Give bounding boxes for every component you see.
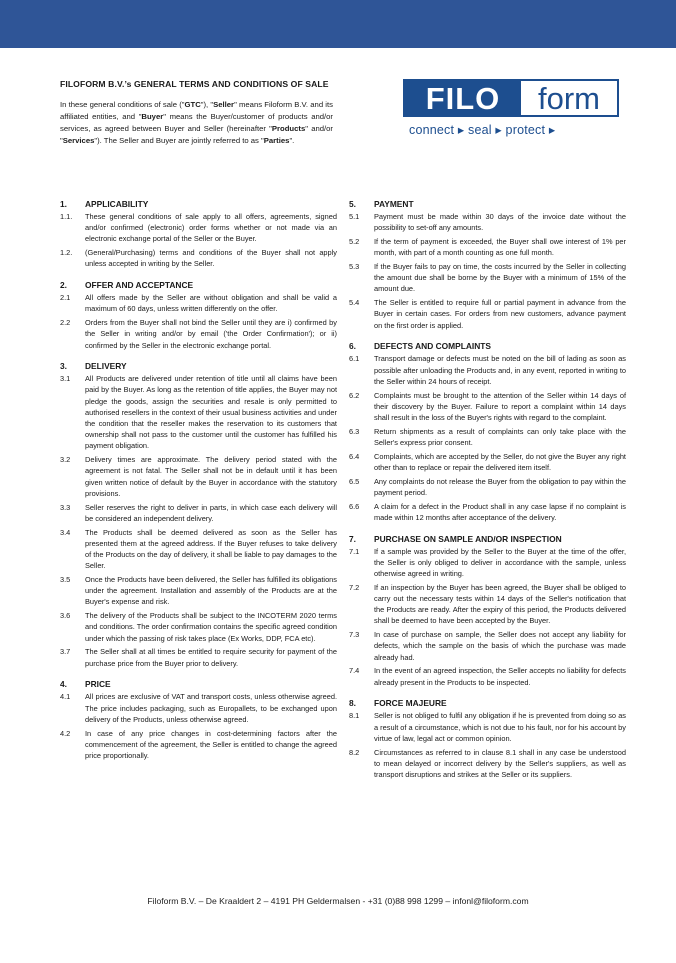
section-number: 8. — [349, 698, 356, 709]
intro-text: " and/or " — [60, 124, 333, 146]
section-heading — [60, 279, 337, 291]
section-title: DEFECTS AND COMPLAINTS — [374, 341, 491, 352]
clause-text: Delivery times are approximate. The delivery period stated with the agreement is not fatal. The Seller shall not be in default until it has been given written notice of default by the Buyer in accordance with the statutory provisions. — [85, 455, 337, 498]
intro-paragraph — [60, 99, 333, 147]
clause-number: 7.3 — [349, 630, 360, 640]
clause-number: 3.3 — [60, 502, 71, 512]
clause-number: 1.2. — [60, 248, 73, 258]
clause — [349, 546, 626, 580]
intro-defined-term: Parties — [263, 136, 290, 146]
filoform-logo — [403, 79, 621, 139]
clause-text: Seller reserves the right to deliver in parts, in which case each delivery will be considered an independent delivery. — [85, 502, 337, 523]
intro-text: " means the Buyer/customer of products and/or services, as agreed between Buyer and Seller (hereinafter " — [60, 112, 333, 134]
clause-text: Seller is not obliged to fulfil any obligation if he is prevented from doing so as a result of a circumstance, which is not due to his fault, nor for his account by virtue of law, legal act or common opinion. — [374, 711, 626, 743]
section-number: 4. — [60, 679, 67, 690]
clause-number: 5.4 — [349, 298, 360, 308]
clause-text: All Products are delivered under retention of title until all claims have been paid by the Buyer. As long as the retention of title applies, the Buyer may not pledge the goods, assign the securities and resale is only permitted to authorised resellers in the context of their usual business activities and under the condition that the reseller makes the reservation to its customers that ownership shall not pass to the customer until the customer has fulfilled his payment obligation. — [85, 374, 337, 451]
clause — [349, 665, 626, 687]
clause-number: 5.3 — [349, 262, 360, 271]
clause-number: 3.2 — [60, 455, 71, 465]
section-number: 1. — [60, 199, 67, 209]
clause-number: 7.4 — [349, 666, 360, 676]
clause-number: 6.3 — [349, 426, 360, 436]
section-heading — [60, 678, 337, 690]
section-heading — [349, 198, 626, 210]
document-title: FILOFORM B.V.’s GENERAL TERMS AND CONDITIONS OF SALE — [60, 79, 329, 89]
clause-text: Return shipments as a result of complaints can only take place with the Seller's express prior consent. — [374, 426, 626, 447]
clause-number: 3.7 — [60, 647, 71, 657]
clause — [60, 373, 337, 451]
clause-text: In the event of an agreed inspection, the Seller accepts no liability for defects already present in the Products to be inspected. — [374, 666, 626, 687]
clause-number: 6.4 — [349, 451, 360, 461]
clause-number: 3.4 — [60, 527, 71, 537]
terms-section — [60, 678, 337, 761]
section-heading — [60, 360, 337, 372]
section-number: 6. — [349, 341, 356, 352]
intro-text: In these general conditions of sale (" — [60, 100, 185, 109]
clause-text: The Seller shall at all times be entitled to require security for payment of the purchase price from the Buyer prior to delivery. — [85, 647, 337, 668]
intro-defined-term: Products — [271, 124, 306, 134]
clause-number: 3.6 — [60, 611, 71, 621]
clause — [60, 527, 337, 572]
clause — [349, 501, 626, 523]
clause-text: Complaints must be brought to the attention of the Seller within 14 days of their discovery by the Buyer. Failure to report a complaint within 14 days shall result in the loss of the Buyer's rights with regard to the complaint. — [374, 390, 626, 422]
section-number: 3. — [60, 361, 67, 372]
clause — [349, 353, 626, 387]
clause-text: If the term of payment is exceeded, the Buyer shall owe interest of 1% per month, with part of a month counting as one full month. — [374, 237, 626, 258]
clause-text: The Products shall be deemed delivered as soon as the Seller has presented them at the agreed address. If the Buyer refuses to take delivery of the Products on the day of delivery, it shall be liable to pay damages to the Seller. — [85, 527, 337, 571]
clause — [349, 390, 626, 424]
clause — [60, 211, 337, 245]
terms-section — [349, 198, 626, 331]
section-title: APPLICABILITY — [85, 199, 149, 209]
clause-text: The Seller is entitled to require full or partial payment in advance from the Buyer in certain cases. For orders from new customers, advance payment on the first order is applied. — [374, 298, 626, 330]
clause-text: A claim for a defect in the Product shall in any case lapse if no complaint is made within 12 months after acceptance of the delivery. — [374, 501, 626, 522]
clause-number: 7.2 — [349, 582, 360, 592]
clause-number: 2.2 — [60, 318, 71, 328]
section-heading — [349, 697, 626, 709]
clause-text: All prices are exclusive of VAT and transport costs, unless otherwise agreed. The price includes packaging, such as Europallets, to be exchanged upon delivery of the Products, unless otherwise agreed. — [85, 692, 337, 724]
clause — [60, 728, 337, 762]
section-number: 7. — [349, 533, 356, 544]
intro-text: ". — [289, 136, 295, 146]
section-title: PRICE — [85, 679, 111, 690]
clause-number: 4.1 — [60, 692, 71, 702]
clause-text: (General/Purchasing) terms and conditions of the Buyer shall not apply unless accepted in writing by the Seller. — [85, 248, 337, 269]
terms-section — [60, 360, 337, 669]
clause — [60, 691, 337, 725]
clause — [60, 292, 337, 314]
footer-contact: Filoform B.V. – De Kraaldert 2 – 4191 PH Geldermalsen - +31 (0)88 998 1299 – infonl@filoform.com — [147, 896, 529, 906]
terms-section — [349, 533, 626, 688]
clause-text: If the Buyer fails to pay on time, the costs incurred by the Seller in collecting the amount due shall be borne by the Buyer with a minimum of 15% of the amount due. — [374, 262, 626, 294]
intro-defined-term: GTC — [184, 100, 201, 109]
clause — [349, 629, 626, 663]
clause-text: The delivery of the Products shall be subject to the INCOTERM 2020 terms and conditions. The order confirmation contains the specific agreed condition under which the passing of risk takes place (Ex Works, DDP, FCA etc). — [85, 611, 337, 643]
clause-text: Payment must be made within 30 days of the invoice date without the possibility to set-off any amounts. — [374, 212, 626, 233]
clause-text: These general conditions of sale apply to all offers, agreements, signed and/or confirmed (electronic) order forms whether or not made via an electronic exchange portal of the Seller or the Buyer. — [85, 212, 337, 244]
clause-text: Once the Products have been delivered, the Seller has fulfilled its obligations under the agreement. Installation and assembly of the Products are at the Buyer's expense and risk. — [85, 575, 337, 607]
clause-text: Circumstances as referred to in clause 8.1 shall in any case be understood to mean delayed or incorrect delivery by the Seller's suppliers, as well as transport disruptions and strikes at the Seller or its suppliers. — [374, 747, 626, 779]
terms-section — [60, 198, 337, 270]
intro-defined-term: Seller — [213, 100, 235, 109]
section-heading — [349, 533, 626, 545]
terms-section — [60, 279, 337, 351]
terms-column-right — [349, 198, 626, 790]
clause-number: 2.1 — [60, 293, 71, 303]
clause-number: 3.1 — [60, 374, 71, 384]
clause — [349, 211, 626, 233]
logo-form-text: form — [538, 81, 600, 116]
section-title: PAYMENT — [374, 199, 414, 209]
section-title: FORCE MAJEURE — [374, 698, 447, 709]
clause-number: 5.2 — [349, 237, 360, 246]
terms-section — [349, 340, 626, 523]
clause-text: In case of any price changes in cost-determining factors after the commencement of the agreement, the Seller is entitled to change the agreed price proportionally. — [85, 728, 337, 760]
clause — [349, 236, 626, 258]
clause — [60, 646, 337, 668]
section-title: OFFER AND ACCEPTANCE — [85, 280, 194, 291]
clause-number: 1.1. — [60, 212, 73, 221]
intro-text: " means Filoform B.V. and its affiliated entities, and " — [60, 100, 333, 122]
section-heading — [60, 198, 337, 210]
clause-text: Complaints, which are accepted by the Seller, do not give the Buyer any right other than to replace or repair the delivered item itself. — [374, 451, 626, 472]
clause — [349, 476, 626, 498]
clause — [349, 426, 626, 448]
section-title: PURCHASE ON SAMPLE AND/OR INSPECTION — [374, 533, 562, 544]
clause-text: In case of purchase on sample, the Seller does not accept any liability for defects, which the sample on the basis of which the purchase was made already had. — [374, 630, 626, 662]
clause — [60, 317, 337, 351]
clause-text: All offers made by the Seller are without obligation and shall be valid a maximum of 60 days, unless written differently on the offer. — [85, 293, 337, 314]
section-title: DELIVERY — [85, 361, 127, 372]
clause — [60, 502, 337, 524]
clause-number: 7.1 — [349, 546, 360, 556]
clause — [349, 297, 626, 331]
intro-text: "), " — [200, 100, 214, 109]
clause — [349, 261, 626, 295]
clause — [349, 451, 626, 473]
clause — [60, 610, 337, 644]
clause — [349, 710, 626, 744]
section-number: 2. — [60, 280, 67, 291]
clause-text: Any complaints do not release the Buyer from the obligation to pay within the payment period. — [374, 476, 626, 497]
clause — [60, 247, 337, 269]
clause — [60, 574, 337, 608]
clause-number: 6.6 — [349, 501, 360, 511]
section-number: 5. — [349, 199, 356, 209]
clause — [349, 582, 626, 627]
section-heading — [349, 340, 626, 352]
intro-defined-term: Services — [62, 136, 95, 146]
clause-text: If a sample was provided by the Seller to the Buyer at the time of the offer, the Seller is only obliged to deliver in accordance with the sample, unless otherwise agreed in writing. — [374, 546, 626, 579]
clause — [60, 454, 337, 499]
clause-text: Orders from the Buyer shall not bind the Seller until they are i) confirmed by the Seller in writing and/or by email ('the Order Confirmation'); or ii) confirmed by the Seller in the electronic exchange portal. — [85, 318, 337, 350]
clause-number: 3.5 — [60, 575, 71, 585]
clause-number: 6.2 — [349, 390, 360, 400]
clause-number: 6.5 — [349, 476, 360, 486]
terms-section — [349, 697, 626, 780]
intro-defined-term: Buyer — [141, 112, 164, 122]
clause-number: 8.2 — [349, 747, 360, 757]
top-banner — [0, 0, 676, 48]
clause-number: 4.2 — [60, 728, 71, 738]
clause-number: 8.1 — [349, 711, 360, 721]
intro-text: "). The Seller and Buyer are jointly referred to as " — [94, 136, 264, 146]
clause-text: If an inspection by the Buyer has been agreed, the Buyer shall be obliged to carry out the necessary tests within 14 days of the Seller's notification that the Products are ready. After the expiry of this period, the Products delivered shall be deemed to have been accepted by the Buyer. — [374, 582, 626, 626]
clause-number: 5.1 — [349, 212, 360, 221]
clause-number: 6.1 — [349, 354, 360, 364]
clause-text: Transport damage or defects must be noted on the bill of lading as soon as possible after unloading the Products and, in any event, reported in writing to the Seller within 24 hours of receipt. — [374, 354, 626, 386]
terms-column-left — [60, 198, 337, 771]
logo-wordmark — [403, 79, 619, 117]
logo-filo-text: FILO — [405, 81, 521, 115]
clause — [349, 747, 626, 781]
logo-tagline: connect ▸ seal ▸ protect ▸ — [409, 123, 556, 137]
